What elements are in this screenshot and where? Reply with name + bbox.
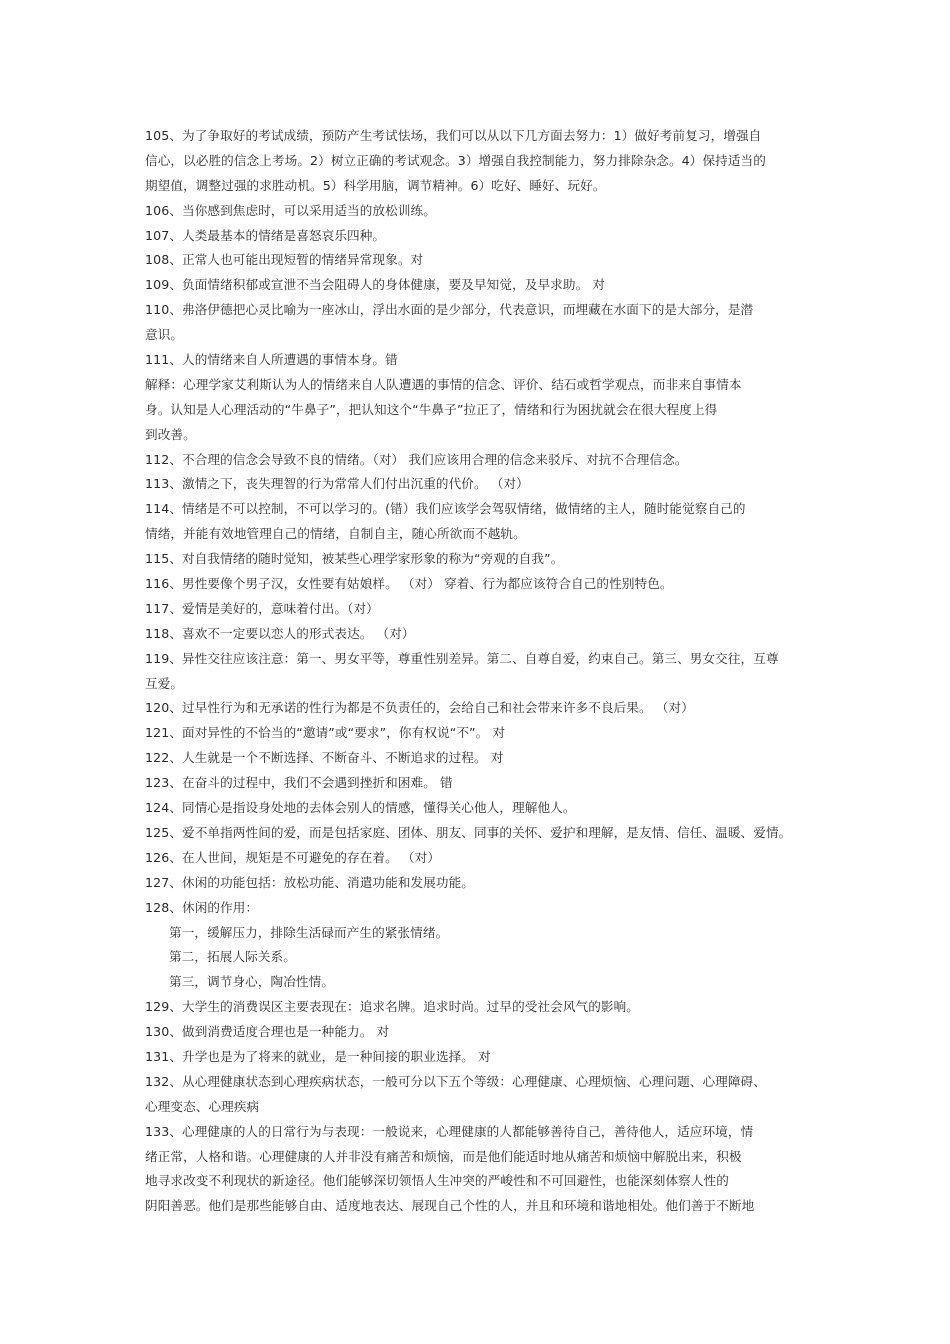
text-line: 到改善。 xyxy=(145,426,196,442)
text-line: 122、人生就是一个不断选择、不断奋斗、不断追求的过程。 对 xyxy=(145,750,504,766)
text-line: 107、人类最基本的情绪是喜怒哀乐四种。 xyxy=(145,227,386,243)
text-line: 113、激情之下，丧失理智的行为常常人们付出沉重的代价。 （对） xyxy=(145,476,529,492)
text-line: 127、休闲的功能包括：放松功能、消遣功能和发展功能。 xyxy=(145,874,474,890)
text-line: 105、为了争取好的考试成绩，预防产生考试怯场，我们可以从以下几方面去努力：1）做好考前复习，增强自 xyxy=(145,128,762,143)
text-line: 116、男性要像个男子汉，女性要有姑娘样。 （对） 穿着、行为都应该符合自己的性别特色。 xyxy=(145,576,673,592)
text-line: 第一，缓解压力，排除生活碌而产生的紧张情绪。 xyxy=(169,924,449,940)
text-line: 129、大学生的消费误区主要表现在：追求名牌。追求时尚。过早的受社会风气的影响。 xyxy=(145,999,640,1015)
text-line: 121、面对异性的不恰当的“邀请”或“要求”，你有权说“不”。 对 xyxy=(145,725,506,741)
text-line: 解释：心理学家艾利斯认为人的情绪来自人队遭遇的事情的信念、评价、结石或哲学观点，而非来自事情本 xyxy=(145,376,742,392)
text-line: 情绪，并能有效地管理自己的情绪，自制自主，随心所欲而不越轨。 xyxy=(145,526,526,542)
text-line: 期望值，调整过强的求胜动机。5）科学用脑，调节精神。6）吃好、睡好、玩好。 xyxy=(145,177,606,193)
text-line: 125、爱不单指两性间的爱，而是包括家庭、团体、朋友、同事的关怀、爱护和理解，是友情、信任、温暖、爱情。 xyxy=(145,824,792,840)
text-line: 106、当你感到焦虑时，可以采用适当的放松训练。 xyxy=(145,202,436,218)
text-line: 信心，以必胜的信念上考场。2）树立正确的考试观念。3）增强自我控制能力，努力排除杂念。4）保持适当的 xyxy=(145,152,766,168)
text-line: 130、做到消费适度合理也是一种能力。 对 xyxy=(145,1024,390,1040)
text-line: 108、正常人也可能出现短暂的情绪异常现象。对 xyxy=(145,252,424,268)
text-line: 第三，调节身心，陶冶性情。 xyxy=(169,974,335,990)
text-line: 地寻求改变不利现状的新途径。他们能够深切领悟人生冲突的严峻性和不可回避性，也能深刻体察人性的 xyxy=(145,1173,729,1189)
text-line: 114、情绪是不可以控制，不可以学习的。(错）我们应该学会驾驭情绪，做情绪的主人，随时能觉察自己的 xyxy=(145,501,746,517)
text-line: 绪正常，人格和谐。心理健康的人并非没有痛苦和烦恼，而是他们能适时地从痛苦和烦恼中解脱出来，积极 xyxy=(145,1148,742,1164)
text-line: 131、升学也是为了将来的就业，是一种间接的职业选择。 对 xyxy=(145,1048,491,1064)
text-line: 126、在人世间，规矩是不可避免的存在着。 （对） xyxy=(145,849,441,865)
text-line: 117、爱情是美好的，意味着付出。（对） xyxy=(145,600,379,616)
text-line: 128、休闲的作用： xyxy=(145,899,259,915)
text-line: 心理变态、心理疾病 xyxy=(145,1098,260,1114)
text-line: 118、喜欢不一定要以恋人的形式表达。 （对） xyxy=(145,625,415,641)
text-line: 109、负面情绪积郁或宣泄不当会阻碍人的身体健康，要及早知觉，及早求助。 对 xyxy=(145,277,606,293)
text-line: 124、同情心是指设身处地的去体会别人的情感，懂得关心他人，理解他人。 xyxy=(145,800,576,816)
text-line: 112、不合理的信念会导致不良的情绪。（对） 我们应该用合理的信念来驳斥、对抗不合理信念。 xyxy=(145,451,688,467)
text-line: 身。认知是人心理活动的“牛鼻子”，把认知这个“牛鼻子”拉正了，情绪和行为困扰就会在很大程度上得 xyxy=(145,401,718,417)
text-line: 阴阳善恶。他们是那些能够自由、适度地表达、展现自己个性的人，并且和环境和谐地相处。他们善于不断地 xyxy=(145,1198,755,1214)
text-line: 第二，拓展人际关系。 xyxy=(169,949,296,965)
text-line: 互爱。 xyxy=(145,675,184,691)
text-line: 111、人的情绪来自人所遭遇的事情本身。错 xyxy=(145,352,398,368)
text-line: 123、在奋斗的过程中，我们不会遇到挫折和困难。 错 xyxy=(145,775,453,791)
text-line: 133、心理健康的人的日常行为与表现：一般说来，心理健康的人都能够善待自己，善待他人，适应环境，情 xyxy=(145,1123,754,1139)
text-line: 意识。 xyxy=(145,327,184,343)
text-line: 110、弗洛伊德把心灵比喻为一座冰山，浮出水面的是少部分，代表意识，而埋藏在水面下的是大部分，是潜 xyxy=(145,302,754,318)
text-line: 119、异性交往应该注意：第一、男女平等，尊重性别差异。第二、自尊自爱，约束自己。第三、男女交往，互尊 xyxy=(145,650,779,666)
text-line: 132、从心理健康状态到心理疾病状态，一般可分以下五个等级：心理健康、心理烦恼、心理问题、心理障碍、 xyxy=(145,1073,766,1089)
text-line: 120、过早性行为和无承诺的性行为都是不负责任的，会给自己和社会带来许多不良后果。 （对） xyxy=(145,700,694,716)
text-line: 115、对自我情绪的随时觉知，被某些心理学家形象的称为“旁观的自我”。 xyxy=(145,551,564,567)
document-body xyxy=(145,124,817,1219)
